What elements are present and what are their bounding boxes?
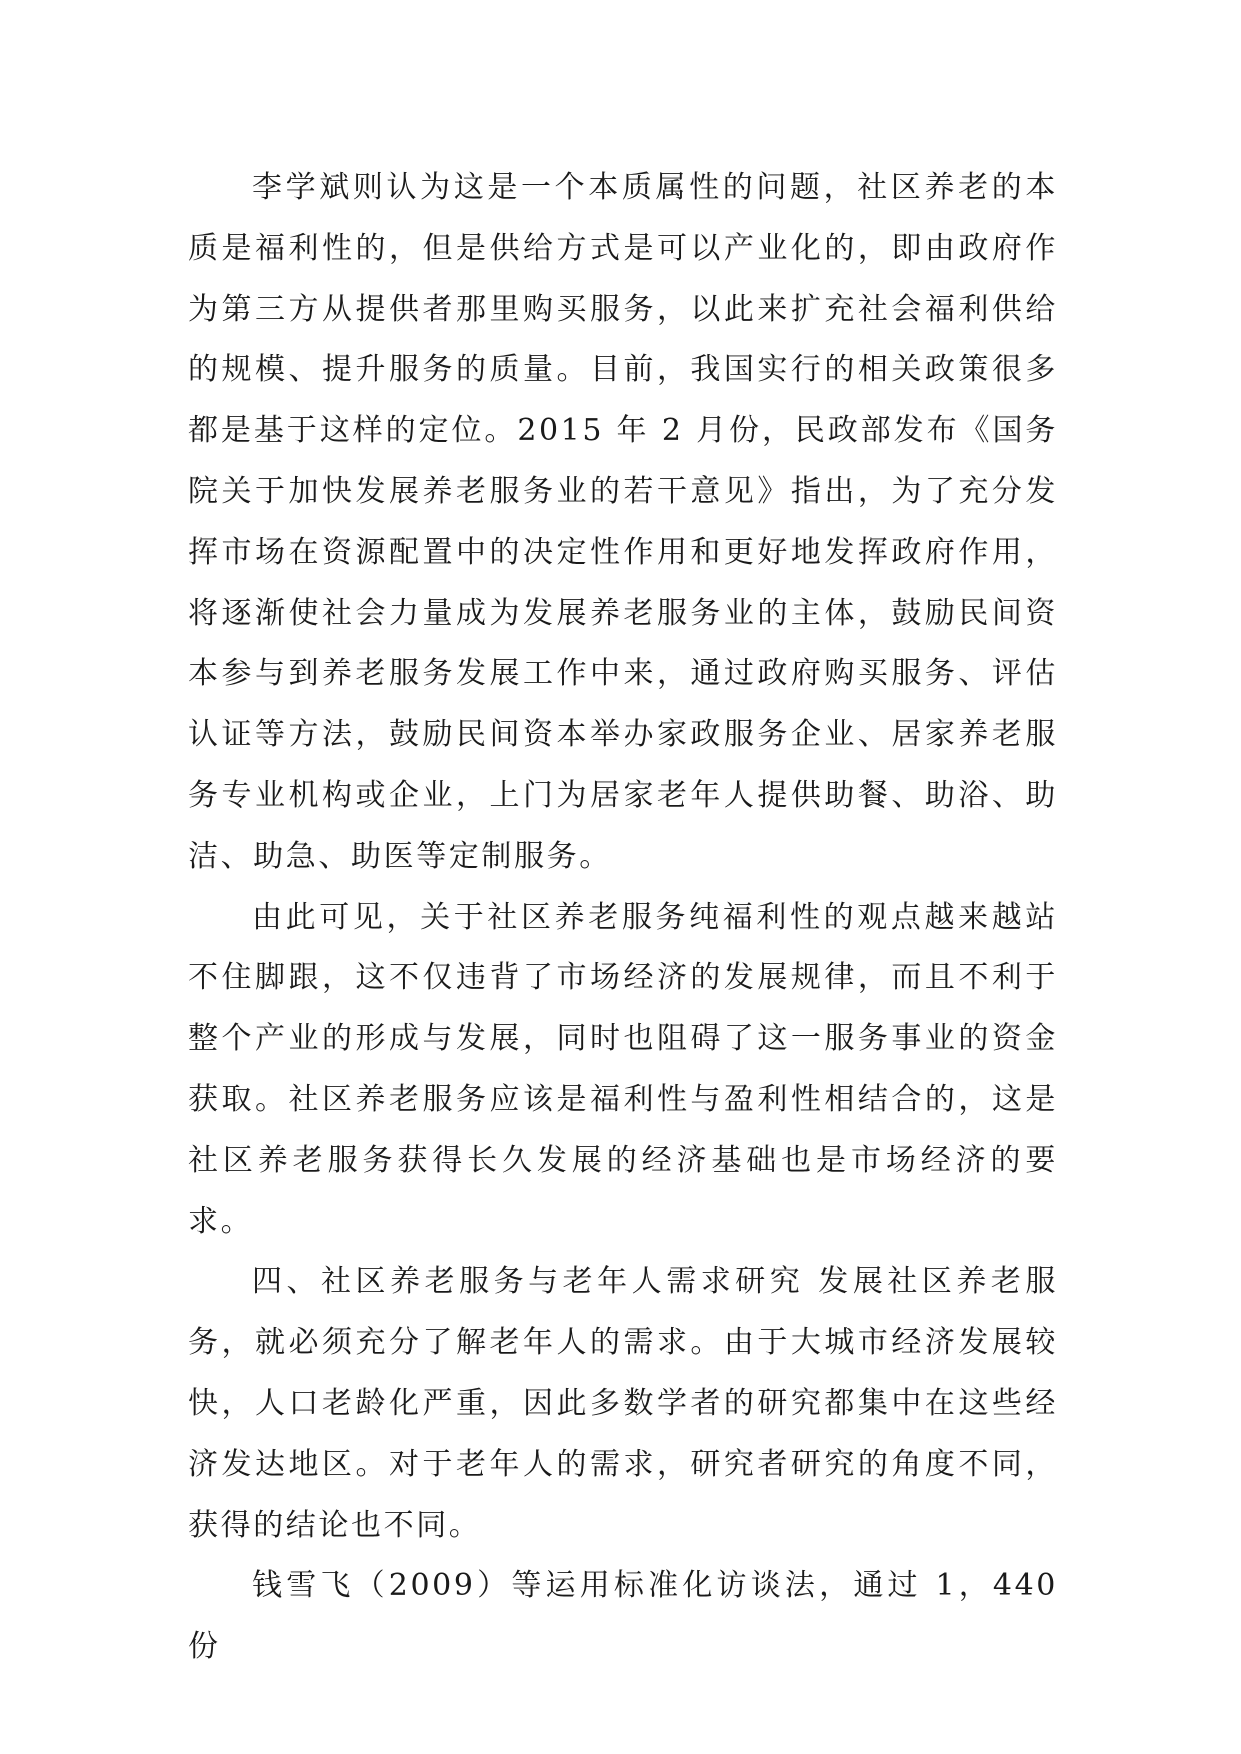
document-body <box>188 158 1058 1678</box>
paragraph-welfare-nature: 李学斌则认为这是一个本质属性的问题，社区养老的本质是福利性的，但是供给方式是可以产业化的，即由政府作为第三方从提供者那里购买服务，以此来扩充社会福利供给的规模、提升服务的质量。目前，我国实行的相关政策很多都是基于这样的定位。2015 年 2 月份，民政部发布《国务院关于加快发展养老服务业的若干意见》指出，为了充分发挥市场在资源配置中的决定性作用和更好地发挥政府作用，将逐渐使社会力量成为发展养老服务业的主体，鼓励民间资本参与到养老服务发展工作中来，通过政府购买服务、评估认证等方法，鼓励民间资本举办家政服务企业、居家养老服务专业机构或企业，上门为居家老年人提供助餐、助浴、助洁、助急、助医等定制服务。 <box>188 170 1058 874</box>
paragraph-conclusion: 由此可见，关于社区养老服务纯福利性的观点越来越站不住脚跟，这不仅违背了市场经济的发展规律，而且不利于整个产业的形成与发展，同时也阻碍了这一服务事业的资金获取。社区养老服务应该是福利性与盈利性相结合的，这是社区养老服务获得长久发展的经济基础也是市场经济的要求。 <box>188 899 1058 1239</box>
paragraph-section-four: 四、社区养老服务与老年人需求研究 发展社区养老服务，就必须充分了解老年人的需求。由于大城市经济发展较快，人口老龄化严重，因此多数学者的研究都集中在这些经济发达地区。对于老年人的需求，研究者研究的角度不同，获得的结论也不同。 <box>188 1264 1058 1543</box>
paragraph-qian-xuefei: 钱雪飞（2009）等运用标准化访谈法，通过 1，440 份 <box>188 1568 1058 1665</box>
